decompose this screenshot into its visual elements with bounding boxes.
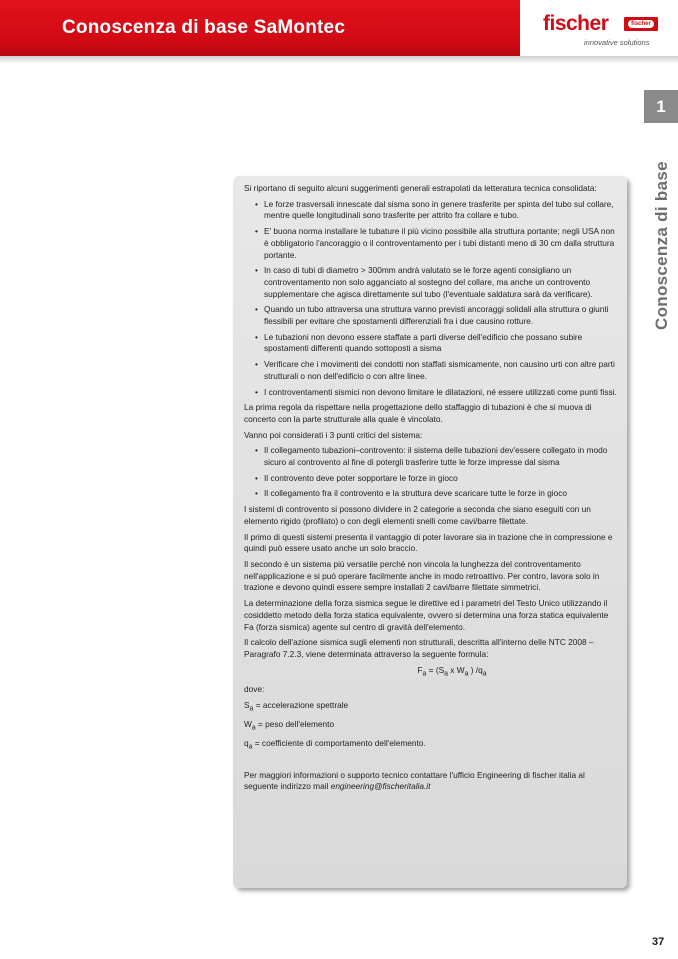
page-title: Conoscenza di base SaMontec — [62, 17, 346, 38]
definition-sa — [244, 700, 620, 715]
logo-badge-text: fischer — [628, 20, 654, 28]
formula-sa-sub: a — [444, 670, 448, 678]
contact-email-link[interactable]: engineering@fischeritalia.it — [330, 781, 431, 792]
first-rule-paragraph: La prima regola da rispettare nella progettazione dello staffaggio di tubazioni è che si muova di concerto con la parte strutturale alla quale è vincolato. — [244, 402, 592, 424]
definition-qa — [244, 738, 620, 753]
critical-points-list — [244, 445, 620, 500]
chapter-number-tab: 1 — [644, 90, 678, 123]
where-label: dove: — [244, 683, 265, 694]
definition-symbol: q — [244, 738, 249, 749]
definition-wa — [244, 719, 620, 734]
determination-paragraph: La determinazione della forza sismica segue le direttive ed i parametri del Testo Unico utilizzando il cosiddetto metodo della forza statica equivalente, ovvero si determina una forza statica equivalente Fa (forza sismica) agente sul centro di gravità dell'elemento. — [244, 598, 609, 632]
list-item: • Il collegamento fra il controvento e la struttura deve scaricare tutte le forze in gioco — [264, 488, 620, 500]
formula-qa-sub: a — [482, 670, 487, 678]
contact-text: Per maggiori informazioni o supporto tecnico contattare l'ufficio Engineering di fischer italia al seguente indirizzo mail — [244, 769, 585, 792]
page-header — [0, 0, 678, 56]
spacer — [244, 758, 620, 770]
definition-sub: a — [248, 744, 253, 752]
second-system-paragraph: Il secondo è un sistema più versatile perché non vincola la lunghezza del controventamento nell'applicazione e si può operare facilmente anche in modo retroattivo. Per contro, lavora solo in trazione e devono quindi essere sempre installati 2 cavi/barre filettate simmetrici. — [244, 558, 600, 593]
list-item: • In caso di tubi di diametro > 300mm andrà valutato se le forze agenti consigliano un controventamento non solo agganciato al sostegno del collare, ma anche un controvento supplementare che agisca direttamente sul tubo (l'eventuale saldatura sarà da verificare). — [264, 265, 620, 300]
formula — [244, 665, 620, 680]
list-item: • Le forze trasversali innescate dal sisma sono in genere trasferite per spinta del tubo sul collare, mentre quelle longitudinali sono trasferite per attrito fra collare e tubo. — [264, 199, 620, 222]
list-item: • Il controvento deve poter sopportare le forze in gioco — [264, 473, 620, 485]
list-item: • E' buona norma installare le tubature il più vicino possibile alla struttura portante; negli USA non è obbligatorio l'ancoraggio o il controventamento per i tubi distanti meno di 30 cm dalla struttura portante. — [264, 226, 620, 261]
chapter-side-label: Conoscenza di base — [652, 161, 671, 330]
fischer-logo — [540, 12, 662, 48]
page-number: 37 — [652, 936, 665, 948]
calculation-paragraph: Il calcolo dell'azione sismica sugli elementi non strutturali, descritta all'interno delle NTC 2008 – Paragrafo 7.2.3, viene determinata attraverso la seguente formula: — [244, 637, 594, 659]
list-item: • Quando un tubo attraversa una struttura vanno previsti ancoraggi solidali alla struttura o giunti flessibili per evitare che spostamenti differenziali fra i due causino rotture. — [264, 304, 620, 327]
logo-badge-icon — [624, 17, 658, 31]
formula-open: = (S — [426, 664, 445, 675]
header-red-band — [0, 0, 520, 56]
formula-close: ) /q — [468, 664, 483, 675]
intro-paragraph: Si riportano di seguito alcuni suggerimenti generali estrapolati da letteratura tecnica consolidata: — [244, 183, 597, 193]
list-item: • Il collegamento tubazioni–controvento: il sistema delle tubazioni dev'essere collegato in modo sicuro al controvento al fine di potergli trasferire tutte le forze impresse dal sisma — [264, 445, 620, 468]
definition-text: = accelerazione spettrale — [253, 699, 349, 710]
list-item: • Verificare che i movimenti dei condotti non staffati sismicamente, non causino urti con altre parti strutturali o non dell'edificio o con altre linee. — [264, 359, 620, 382]
critical-points-paragraph: Vanno poi considerati i 3 punti critici del sistema: — [244, 429, 423, 440]
formula-lhs-sub: a — [422, 670, 427, 678]
suggestions-list — [244, 199, 620, 399]
definition-sub: a — [251, 724, 256, 732]
systems-paragraph: I sistemi di controvento si possono dividere in 2 categorie a seconda che siano eseguiti con un elemento rigido (profilato) o con degli elementi snelli come cavi/barre filettate. — [244, 504, 591, 526]
content-text — [244, 183, 620, 797]
definition-symbol: W — [244, 719, 252, 730]
header-shadow — [0, 56, 678, 64]
definition-text: = coefficiente di comportamento dell'elemento. — [252, 738, 426, 749]
first-system-paragraph: Il primo di questi sistemi presenta il vantaggio di poter lavorare sia in trazione che in compressione e quindi può essere usato anche un solo braccio. — [244, 531, 613, 554]
list-item: • Le tubazioni non devono essere staffate a parti diverse dell'edificio che possano subire spostamenti differenti quando sottoposti a sisma — [264, 332, 620, 355]
formula-wa-sub: a — [464, 670, 469, 678]
definition-sub: a — [249, 705, 254, 713]
definition-text: = peso dell'elemento — [255, 719, 335, 730]
logo-wordmark: fischer — [543, 12, 609, 35]
formula-lhs: F — [417, 664, 423, 675]
definition-symbol: S — [244, 699, 250, 710]
formula-times: x W — [447, 664, 465, 675]
list-item: • I controventamenti sismici non devono limitare le dilatazioni, né essere utilizzati come punti fissi. — [264, 387, 620, 399]
logo-tagline: innovative solutions — [584, 38, 650, 47]
contact-paragraph — [244, 770, 620, 793]
